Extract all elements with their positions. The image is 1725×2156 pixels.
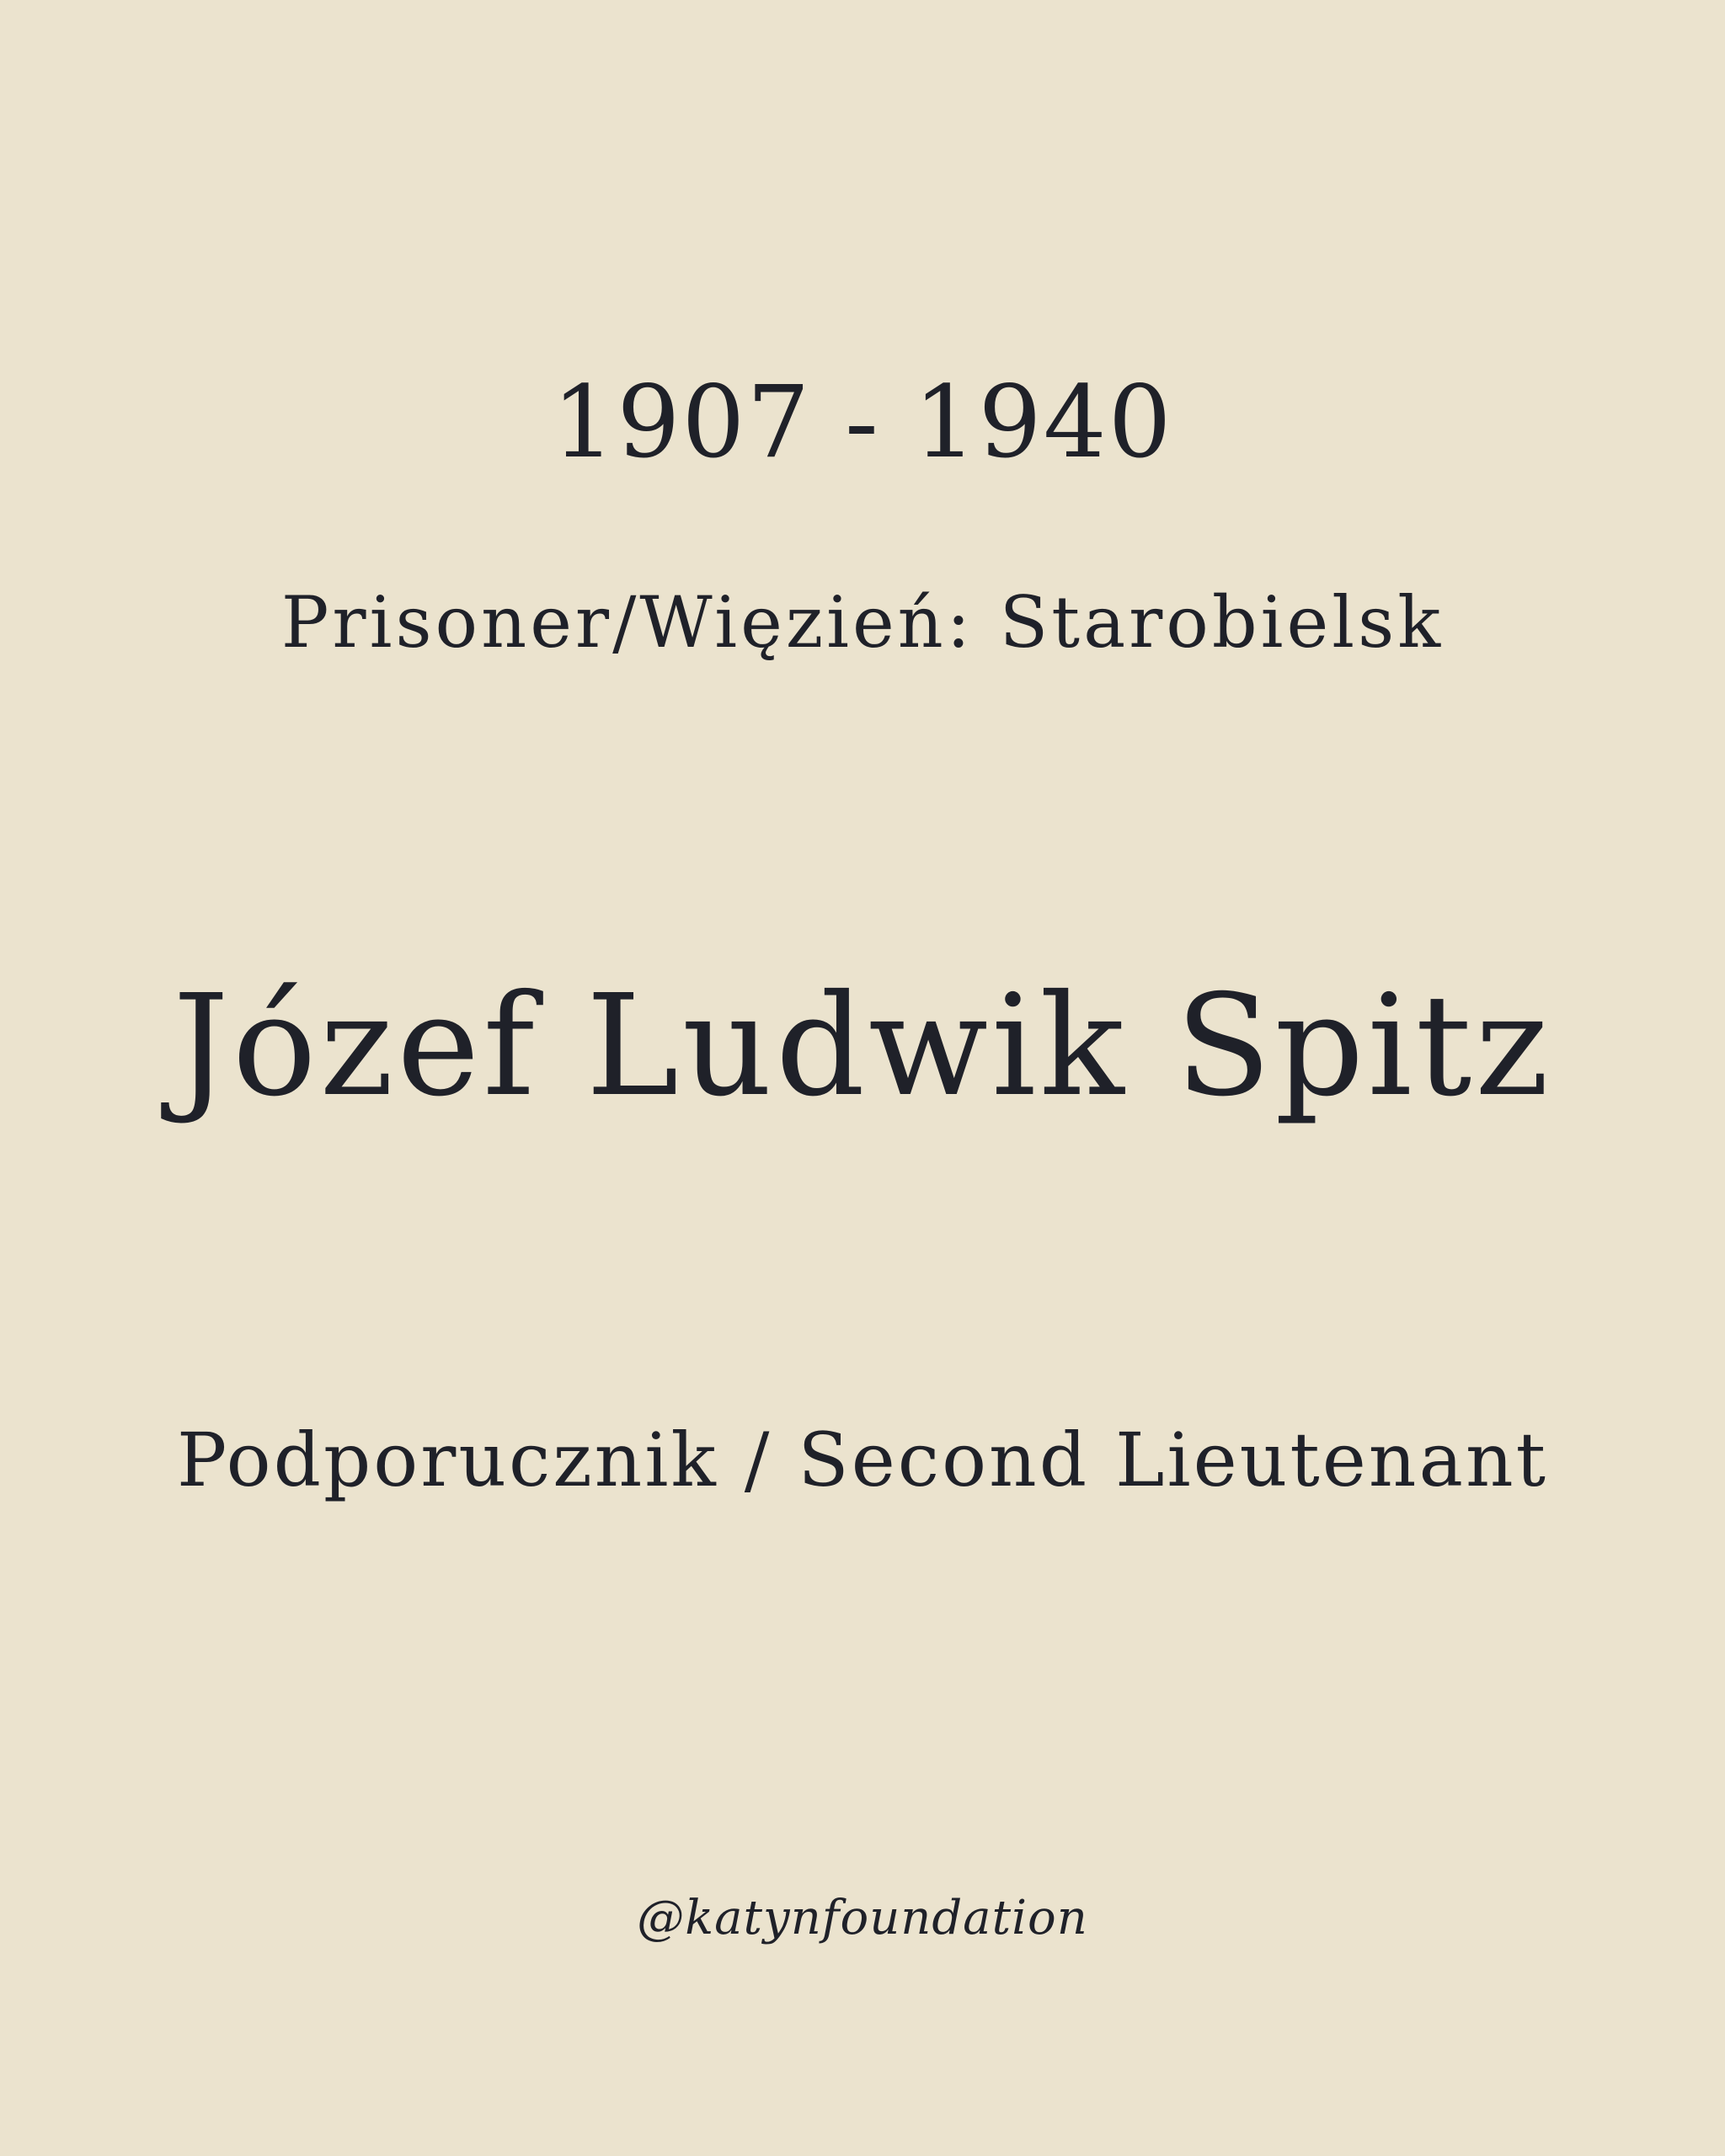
social-handle: @katynfoundation [637,1891,1088,1945]
life-years: 1907 - 1940 [552,364,1173,480]
military-rank: Podporucznik / Second Lieutenant [177,1417,1548,1503]
prison-camp-label: Prisoner/Więzień: Starobielsk [280,581,1445,664]
person-name: Józef Ludwik Spitz [173,965,1552,1128]
